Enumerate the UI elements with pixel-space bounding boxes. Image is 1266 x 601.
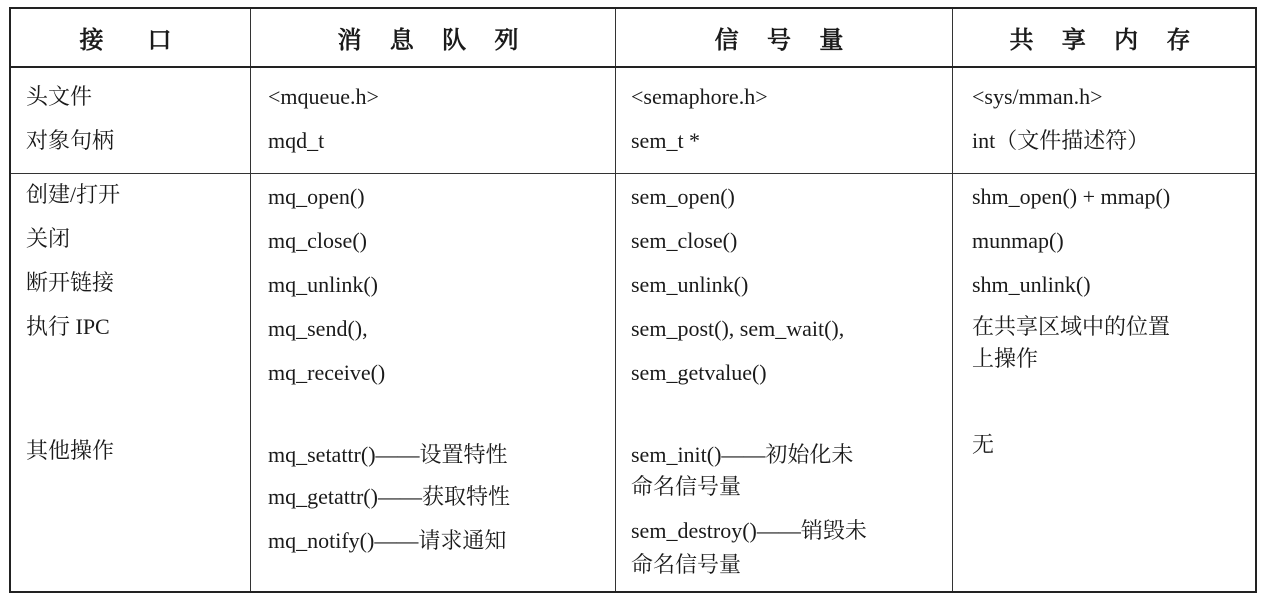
mq-send: mq_send(), <box>268 316 368 341</box>
mq-handle-type: mqd_t <box>268 128 325 153</box>
ipc-comparison-table <box>9 7 1257 593</box>
column-divider <box>952 9 953 591</box>
shm-unlink: shm_unlink() <box>972 272 1091 297</box>
sem-destroy-line2: 命名信号量 <box>631 552 742 577</box>
sem-init-line2: 命名信号量 <box>631 474 742 499</box>
label-unlink: 断开链接 <box>26 270 115 295</box>
mq-header-file: <mqueue.h> <box>268 84 379 109</box>
sem-init-line1: sem_init()——初始化未 <box>631 442 854 467</box>
sem-open: sem_open() <box>631 184 735 209</box>
label-header-file: 头文件 <box>26 84 93 109</box>
mq-unlink: mq_unlink() <box>268 272 378 297</box>
shm-other-none: 无 <box>972 432 995 457</box>
sem-header-file: <semaphore.h> <box>631 84 768 109</box>
mq-receive: mq_receive() <box>268 360 386 385</box>
sem-unlink: sem_unlink() <box>631 272 749 297</box>
label-object-handle: 对象句柄 <box>26 128 115 153</box>
header-message-queue: 消 息 队 列 <box>337 26 529 54</box>
label-perform-ipc: 执行 IPC <box>26 314 110 339</box>
mq-open: mq_open() <box>268 184 365 209</box>
mq-getattr: mq_getattr()——获取特性 <box>268 484 510 509</box>
sem-getvalue: sem_getvalue() <box>631 360 767 385</box>
row-divider <box>11 173 1255 174</box>
label-close: 关闭 <box>26 226 71 251</box>
shm-header-file: <sys/mman.h> <box>972 84 1103 109</box>
shm-operation-line1: 在共享区域中的位置 <box>972 314 1171 339</box>
mq-setattr: mq_setattr()——设置特性 <box>268 442 508 467</box>
shm-operation-line2: 上操作 <box>972 346 1039 371</box>
sem-close: sem_close() <box>631 228 738 253</box>
header-shared-memory: 共 享 内 存 <box>1009 26 1201 54</box>
sem-handle-type: sem_t * <box>631 128 701 153</box>
shm-open-mmap: shm_open() + mmap() <box>972 184 1171 209</box>
sem-post-wait: sem_post(), sem_wait(), <box>631 316 845 341</box>
column-divider <box>615 9 616 591</box>
shm-munmap: munmap() <box>972 228 1064 253</box>
shm-handle-type: int（文件描述符） <box>972 128 1150 153</box>
label-create-open: 创建/打开 <box>26 182 121 207</box>
sem-destroy-line1: sem_destroy()——销毁未 <box>631 518 867 543</box>
mq-close: mq_close() <box>268 228 367 253</box>
header-interface: 接 口 <box>79 26 182 54</box>
header-divider <box>11 66 1255 68</box>
label-other-operations: 其他操作 <box>26 438 115 463</box>
header-semaphore: 信 号 量 <box>714 26 854 54</box>
column-divider <box>250 9 251 591</box>
mq-notify: mq_notify()——请求通知 <box>268 528 507 553</box>
